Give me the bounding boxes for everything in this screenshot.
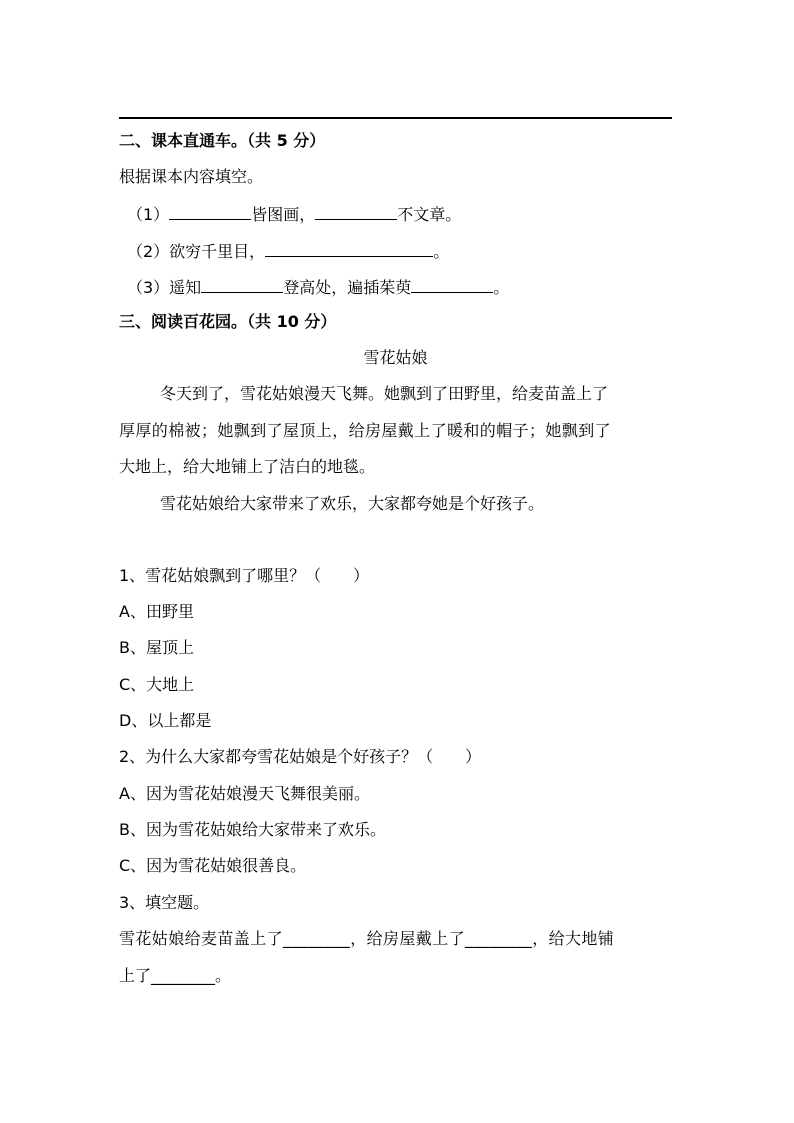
- question-1-option-c: C、大地上: [119, 675, 195, 694]
- question-1-option-d: D、以上都是: [119, 711, 212, 730]
- fill-question-3: [127, 276, 509, 298]
- question-1-option-b: B、屋顶上: [119, 638, 194, 657]
- fill-q3-suffix: 。: [493, 278, 510, 297]
- question-2-stem: 2、为什么大家都夸雪花姑娘是个好孩子？（ ）: [119, 747, 482, 766]
- top-rule: [119, 117, 672, 119]
- passage-title: 雪花姑娘: [363, 348, 428, 367]
- fill-q3-blank-1[interactable]: [201, 276, 283, 293]
- section-2-heading: 二、课本直通车。（共 5 分）: [119, 131, 326, 150]
- question-3-stem: 3、填空题。: [119, 893, 210, 912]
- fill-q1-prefix: （1）: [127, 205, 170, 224]
- question-2-option-b: B、因为雪花姑娘给大家带来了欢乐。: [119, 820, 386, 839]
- section-3-heading: 三、阅读百花园。（共 10 分）: [119, 312, 337, 331]
- fill-q1-blank-2[interactable]: [315, 203, 397, 220]
- passage-para1-line3: 大地上，给大地铺上了洁白的地毯。: [119, 457, 376, 476]
- passage-para1-line1: 冬天到了，雪花姑娘漫天飞舞。她飘到了田野里，给麦苗盖上了: [160, 384, 609, 403]
- fill-q2-prefix: （2）欲穷千里目，: [127, 242, 266, 261]
- passage-para1-line2: 厚厚的棉被；她飘到了屋顶上，给房屋戴上了暖和的帽子；她飘到了: [119, 421, 612, 440]
- fill-q3-prefix: （3）遥知: [127, 278, 202, 297]
- passage-para2: 雪花姑娘给大家带来了欢乐，大家都夸她是个好孩子。: [160, 494, 545, 513]
- question-3-line1: 雪花姑娘给麦苗盖上了________，给房屋戴上了________，给大地铺: [119, 929, 615, 948]
- fill-q1-mid: 皆图画，: [251, 205, 316, 224]
- fill-question-1: [127, 203, 461, 225]
- fill-q2-suffix: 。: [433, 242, 450, 261]
- fill-question-2: [127, 240, 449, 262]
- fill-q1-suffix: 不文章。: [397, 205, 462, 224]
- question-1-stem: 1、雪花姑娘飘到了哪里？（ ）: [119, 566, 370, 585]
- question-1-option-a: A、田野里: [119, 602, 194, 621]
- fill-q1-blank-1[interactable]: [169, 203, 251, 220]
- question-3-line2: 上了________。: [119, 966, 232, 985]
- question-2-option-c: C、因为雪花姑娘很善良。: [119, 856, 307, 875]
- section-2-instruction: 根据课本内容填空。: [119, 167, 264, 186]
- fill-q3-mid: 登高处，遍插茱萸: [283, 278, 412, 297]
- fill-q3-blank-2[interactable]: [411, 276, 493, 293]
- fill-q2-blank[interactable]: [265, 240, 433, 257]
- question-2-option-a: A、因为雪花姑娘漫天飞舞很美丽。: [119, 784, 370, 803]
